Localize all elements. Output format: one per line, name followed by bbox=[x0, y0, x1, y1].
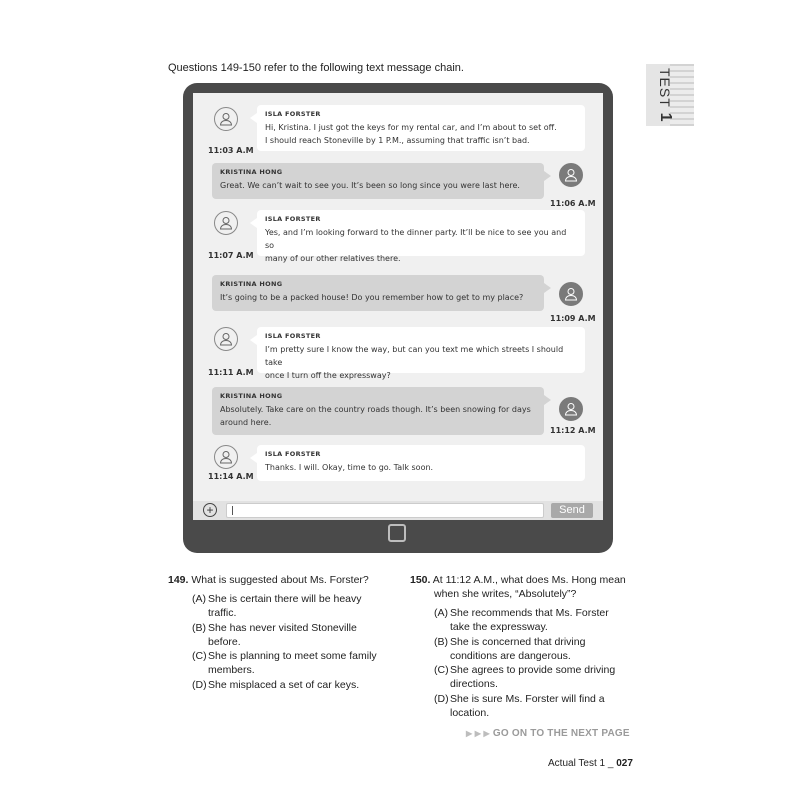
message-line: I’m pretty sure I know the way, but can you text me which streets I should take bbox=[265, 345, 564, 367]
message-time: 11:12 A.M bbox=[550, 426, 596, 435]
option-line: members. bbox=[208, 664, 255, 677]
option-letter: (A) bbox=[192, 593, 206, 605]
sender-name: KRISTINA HONG bbox=[220, 280, 283, 288]
message-time: 11:06 A.M bbox=[550, 199, 596, 208]
play-arrows-icon: ▶ ▶ ▶ bbox=[466, 729, 490, 738]
option-line: She is sure Ms. Forster will find a bbox=[450, 693, 605, 705]
tablet-device bbox=[183, 83, 613, 553]
page-number: 027 bbox=[616, 758, 633, 769]
add-attachment-icon[interactable]: + bbox=[203, 503, 217, 517]
option-line: take the expressway. bbox=[450, 621, 548, 634]
message-bubble bbox=[212, 387, 544, 435]
message-bubble bbox=[212, 275, 544, 311]
option-line: She is concerned that driving bbox=[450, 636, 586, 648]
user-icon bbox=[559, 282, 583, 306]
message-time: 11:09 A.M bbox=[550, 314, 596, 323]
user-icon bbox=[214, 445, 238, 469]
message-time: 11:07 A.M bbox=[208, 251, 254, 260]
sender-name: ISLA FORSTER bbox=[265, 332, 321, 340]
message-line: Hi, Kristina. I just got the keys for my rental car, and I’m about to set off. bbox=[265, 123, 557, 132]
option-letter: (A) bbox=[434, 607, 448, 619]
option-line: traffic. bbox=[208, 607, 237, 620]
question-149 bbox=[168, 573, 369, 587]
message-bubble bbox=[257, 445, 585, 481]
message-line: around here. bbox=[220, 418, 272, 427]
option-line: conditions are dangerous. bbox=[450, 650, 571, 663]
user-icon bbox=[559, 163, 583, 187]
test-tab-number: 1 bbox=[657, 112, 674, 123]
option-line: She misplaced a set of car keys. bbox=[208, 679, 360, 691]
footer-label: Actual Test 1 _ bbox=[548, 758, 614, 769]
test-tab bbox=[646, 64, 694, 126]
message-input[interactable] bbox=[226, 503, 544, 518]
question-number: 149. bbox=[168, 574, 189, 586]
option-letter: (D) bbox=[192, 679, 207, 691]
message-line: Great. We can’t wait to see you. It’s been so long since you were last here. bbox=[220, 181, 520, 190]
message-line: Yes, and I’m looking forward to the dinner party. It’ll be nice to see you and so bbox=[265, 228, 567, 250]
user-icon bbox=[214, 211, 238, 235]
message-line: Thanks. I will. Okay, time to go. Talk soon. bbox=[265, 463, 434, 472]
intro-text: Questions 149-150 refer to the following text message chain. bbox=[168, 62, 464, 74]
option-line: location. bbox=[450, 707, 490, 720]
message-line: once I turn off the expressway? bbox=[265, 371, 391, 380]
home-button[interactable] bbox=[388, 524, 406, 542]
question-stem: when she writes, “Absolutely”? bbox=[434, 588, 577, 601]
message-bubble bbox=[257, 327, 585, 380]
message-line: Absolutely. Take care on the country roads though. It’s been snowing for days bbox=[220, 405, 531, 414]
option-line: She recommends that Ms. Forster bbox=[450, 607, 609, 619]
user-icon bbox=[214, 107, 238, 131]
option-line: She agrees to provide some driving bbox=[450, 664, 616, 676]
option-letter: (D) bbox=[434, 693, 449, 705]
message-input-bar bbox=[193, 501, 603, 520]
message-time: 11:14 A.M bbox=[208, 472, 254, 481]
message-bubble bbox=[257, 210, 585, 263]
option-letter: (B) bbox=[192, 622, 206, 634]
question-150 bbox=[410, 573, 626, 602]
question-number: 150. bbox=[410, 574, 431, 586]
option-line: She is planning to meet some family bbox=[208, 650, 377, 662]
message-line: It’s going to be a packed house! Do you remember how to get to my place? bbox=[220, 293, 524, 302]
message-bubble bbox=[212, 163, 544, 199]
sender-name: ISLA FORSTER bbox=[265, 110, 321, 118]
option-letter: (C) bbox=[192, 650, 207, 662]
sender-name: ISLA FORSTER bbox=[265, 215, 321, 223]
message-time: 11:11 A.M bbox=[208, 368, 254, 377]
chat-screen bbox=[193, 93, 603, 520]
option-letter: (C) bbox=[434, 664, 449, 676]
option-line: before. bbox=[208, 636, 241, 649]
sender-name: KRISTINA HONG bbox=[220, 392, 283, 400]
sender-name: KRISTINA HONG bbox=[220, 168, 283, 176]
user-icon bbox=[559, 397, 583, 421]
message-line: many of our other relatives there. bbox=[265, 254, 401, 263]
send-button[interactable]: Send bbox=[551, 503, 593, 518]
user-icon bbox=[214, 327, 238, 351]
test-tab-word: TEST bbox=[657, 68, 673, 108]
question-stem: What is suggested about Ms. Forster? bbox=[191, 574, 369, 586]
page-footer bbox=[548, 758, 633, 769]
option-line: directions. bbox=[450, 678, 498, 691]
message-line: I should reach Stoneville by 1 P.M., assuming that traffic isn’t bad. bbox=[265, 136, 530, 145]
sender-name: ISLA FORSTER bbox=[265, 450, 321, 458]
question-stem: At 11:12 A.M., what does Ms. Hong mean bbox=[432, 574, 626, 586]
next-page-label: GO ON TO THE NEXT PAGE bbox=[492, 728, 630, 739]
message-bubble bbox=[257, 105, 585, 151]
option-line: She has never visited Stoneville bbox=[208, 622, 357, 634]
option-line: She is certain there will be heavy bbox=[208, 593, 362, 605]
next-page-link[interactable] bbox=[466, 728, 630, 739]
option-letter: (B) bbox=[434, 636, 448, 648]
message-time: 11:03 A.M bbox=[208, 146, 254, 155]
